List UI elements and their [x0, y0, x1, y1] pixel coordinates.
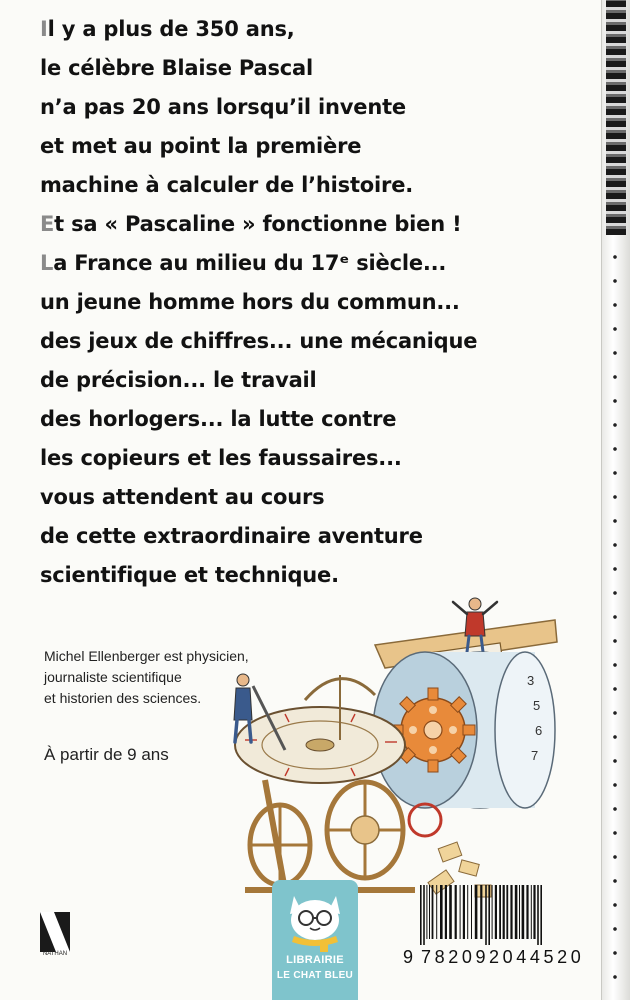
age-recommendation: À partir de 9 ans — [44, 745, 169, 764]
author-bio-line: journaliste scientifique — [44, 669, 182, 685]
barcode-bar — [526, 885, 528, 939]
blurb-line: Et sa « Pascaline » fonctionne bien ! — [40, 212, 462, 236]
barcode-bar — [463, 885, 465, 939]
isbn-barcode — [418, 885, 618, 945]
barcode-bar — [510, 885, 512, 939]
blurb-line: de précision... le travail — [40, 368, 317, 392]
figure-body-red — [465, 612, 485, 636]
barcode-bar — [515, 885, 518, 939]
publisher-name: NATHAN — [42, 951, 68, 957]
blurb-line: les copieurs et les faussaires... — [40, 446, 402, 470]
drum-digit: 6 — [535, 723, 543, 738]
drum-digit: 7 — [531, 748, 539, 763]
barcode-bar — [537, 885, 539, 945]
barcode-bar — [522, 885, 525, 939]
barcode-bar — [426, 885, 427, 939]
orange-gear — [391, 688, 475, 772]
blurb-line: de cette extraordinaire aventure — [40, 524, 423, 548]
barcode-bar — [423, 885, 425, 945]
wooden-frame — [245, 780, 415, 890]
barcode-lead-digit: 9 — [403, 947, 414, 967]
barcode-bar — [449, 885, 452, 939]
drop-cap-letter: I — [40, 17, 48, 41]
figure-head-blue — [237, 674, 249, 686]
barcode-bar — [445, 885, 447, 939]
spine-dot-row — [612, 245, 618, 995]
wooden-gear — [351, 816, 379, 844]
barcode-bar — [429, 885, 430, 939]
barcode-bar — [533, 885, 535, 939]
bookshop-name-line2: LE CHAT BLEU — [276, 970, 354, 981]
blurb-line: un jeune homme hors du commun... — [40, 290, 460, 314]
figure-body-blue — [234, 688, 252, 720]
figure-head-red — [469, 598, 481, 610]
barcode-bar — [499, 885, 501, 939]
barcode-bar — [460, 885, 461, 939]
bookshop-badge — [272, 880, 358, 1000]
drum-digit: 3 — [527, 673, 535, 688]
blurb-text — [40, 10, 560, 595]
barcode-bar — [540, 885, 542, 945]
blurb-line: machine à calculer de l’histoire. — [40, 173, 414, 197]
pascaline-illustration — [225, 590, 560, 910]
barcode-bar — [492, 885, 493, 939]
drop-cap-letter: E — [40, 212, 55, 236]
nathan-logo-icon — [40, 912, 70, 952]
blurb-line: Il y a plus de 350 ans, — [40, 17, 295, 41]
author-bio-line: et historien des sciences. — [44, 690, 202, 706]
drum-dial-face — [495, 652, 555, 808]
book-spine — [601, 0, 630, 1000]
barcode-bar — [480, 885, 482, 939]
blurb-line: n’a pas 20 ans lorsqu’il invente — [40, 95, 406, 119]
barcode-bar — [503, 885, 505, 939]
barcode-bar — [420, 885, 422, 945]
spine-pattern-strip — [606, 0, 626, 235]
blurb-line: scientifique et technique. — [40, 563, 339, 587]
drop-cap-letter: L — [40, 251, 54, 275]
barcode-bar — [485, 885, 487, 945]
barcode-bar — [475, 885, 478, 939]
barcode-bar — [467, 885, 468, 939]
blurb-line: et met au point la première — [40, 134, 362, 158]
blurb-line: des horlogers... la lutte contre — [40, 407, 397, 431]
barcode-bar — [471, 885, 472, 939]
barcode-bar — [432, 885, 434, 939]
barcode-bar — [531, 885, 532, 939]
blurb-line: vous attendent au cours — [40, 485, 325, 509]
drum-digit: 5 — [533, 698, 541, 713]
barcode-bar — [519, 885, 520, 939]
author-bio-line: Michel Ellenberger est physicien, — [44, 648, 249, 664]
barcode-bar — [506, 885, 508, 939]
barcode-bar — [440, 885, 443, 939]
small-red-gear — [409, 804, 441, 836]
blurb-line: La France au milieu du 17ᵉ siècle... — [40, 251, 447, 275]
cat-logo-icon — [280, 886, 350, 952]
blurb-line: le célèbre Blaise Pascal — [40, 56, 313, 80]
barcode-bar — [436, 885, 437, 939]
barcode-bar — [488, 885, 490, 945]
blurb-line: des jeux de chiffres... une mécanique — [40, 329, 478, 353]
barcode-bar — [455, 885, 457, 939]
barcode-bar — [495, 885, 497, 939]
barcode-digits: 782092044520 — [421, 947, 585, 967]
bookshop-name-line1: LIBRAIRIE — [286, 954, 344, 966]
